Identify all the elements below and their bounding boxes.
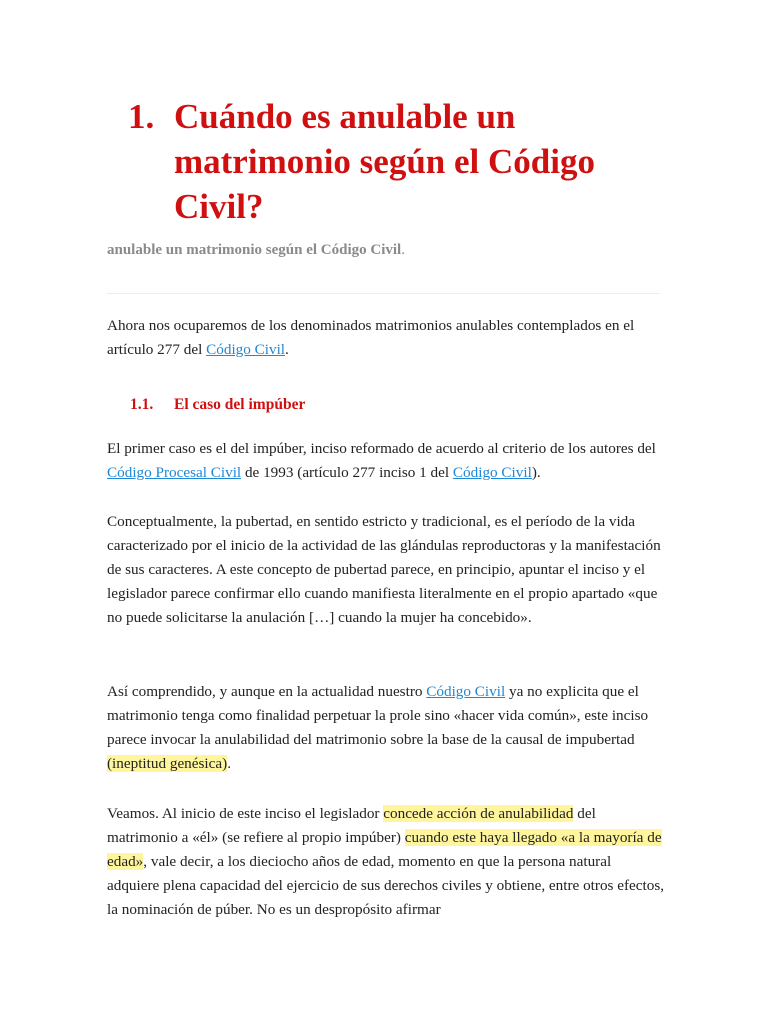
codigo-civil-link[interactable]: Código Civil	[452, 464, 532, 481]
paragraph-veamos	[107, 802, 667, 922]
title-text: Cuándo es anulable un matrimonio según el Código Civil?	[174, 97, 595, 226]
page-title	[128, 94, 688, 229]
text-span: Veamos. Al inicio de este inciso el legislador	[107, 805, 384, 822]
paragraph-impuber	[107, 437, 667, 485]
codigo-procesal-civil-link[interactable]: Código Procesal Civil	[107, 464, 242, 481]
section-title: El caso del impúber	[174, 396, 306, 413]
text-span: .	[285, 341, 289, 358]
highlight: concede acción de anulabilidad	[383, 805, 574, 822]
section-heading	[130, 394, 305, 416]
highlight: cuando este haya llegado «a la mayoría de edad»	[107, 829, 662, 870]
highlight: (ineptitud genésica)	[107, 755, 228, 772]
divider	[107, 293, 660, 294]
subtitle-text: anulable un matrimonio según el Código Civil	[107, 242, 402, 258]
text-span: ).	[531, 464, 541, 481]
paragraph-pubertad: Conceptualmente, la pubertad, en sentido estricto y tradicional, es el período de la vida caracterizado por el inicio de la actividad de las glándulas reproductoras y la manifestación de sus caracteres. A este concepto de pubertad parece, en principio, apuntar el inciso y el legislador parece confirmar ello cuando manifiesta literalmente en el propio apartado «que no puede solicitarse la anulación […] cuando la mujer ha concebido».	[107, 513, 661, 626]
paragraph-comprendido	[107, 680, 667, 776]
subtitle-period: .	[401, 242, 405, 258]
title-number: 1.	[128, 97, 155, 136]
subtitle	[107, 242, 405, 259]
text-span: Así comprendido, y aunque en la actualidad nuestro	[107, 683, 427, 700]
text-span: del matrimonio a «él» (se refiere al propio impúber)	[107, 805, 596, 846]
paragraph-intro	[107, 314, 667, 362]
text-span: ya no explicita que el matrimonio tenga como finalidad perpetuar la prole sino «hacer vida común», este inciso parece invocar la anulabilidad del matrimonio sobre la base de la causal de impubertad	[107, 683, 649, 748]
section-number: 1.1.	[130, 396, 154, 413]
text-span: .	[227, 755, 231, 772]
text-span: , vale decir, a los dieciocho años de edad, momento en que la persona natural adquiere plena capacidad del ejercicio de sus derechos civiles y obtiene, entre otros efectos, la nominación de púber. No es un despropósito afirmar	[107, 853, 665, 918]
codigo-civil-link[interactable]: Código Civil	[426, 683, 506, 700]
text-span: Ahora nos ocuparemos de los denominados matrimonios anulables contemplados en el artículo 277 del	[107, 317, 635, 358]
text-span: de 1993 (artículo 277 inciso 1 del	[241, 464, 453, 481]
codigo-civil-link[interactable]: Código Civil	[206, 341, 286, 358]
text-span: El primer caso es el del impúber, inciso reformado de acuerdo al criterio de los autores del	[107, 440, 656, 457]
